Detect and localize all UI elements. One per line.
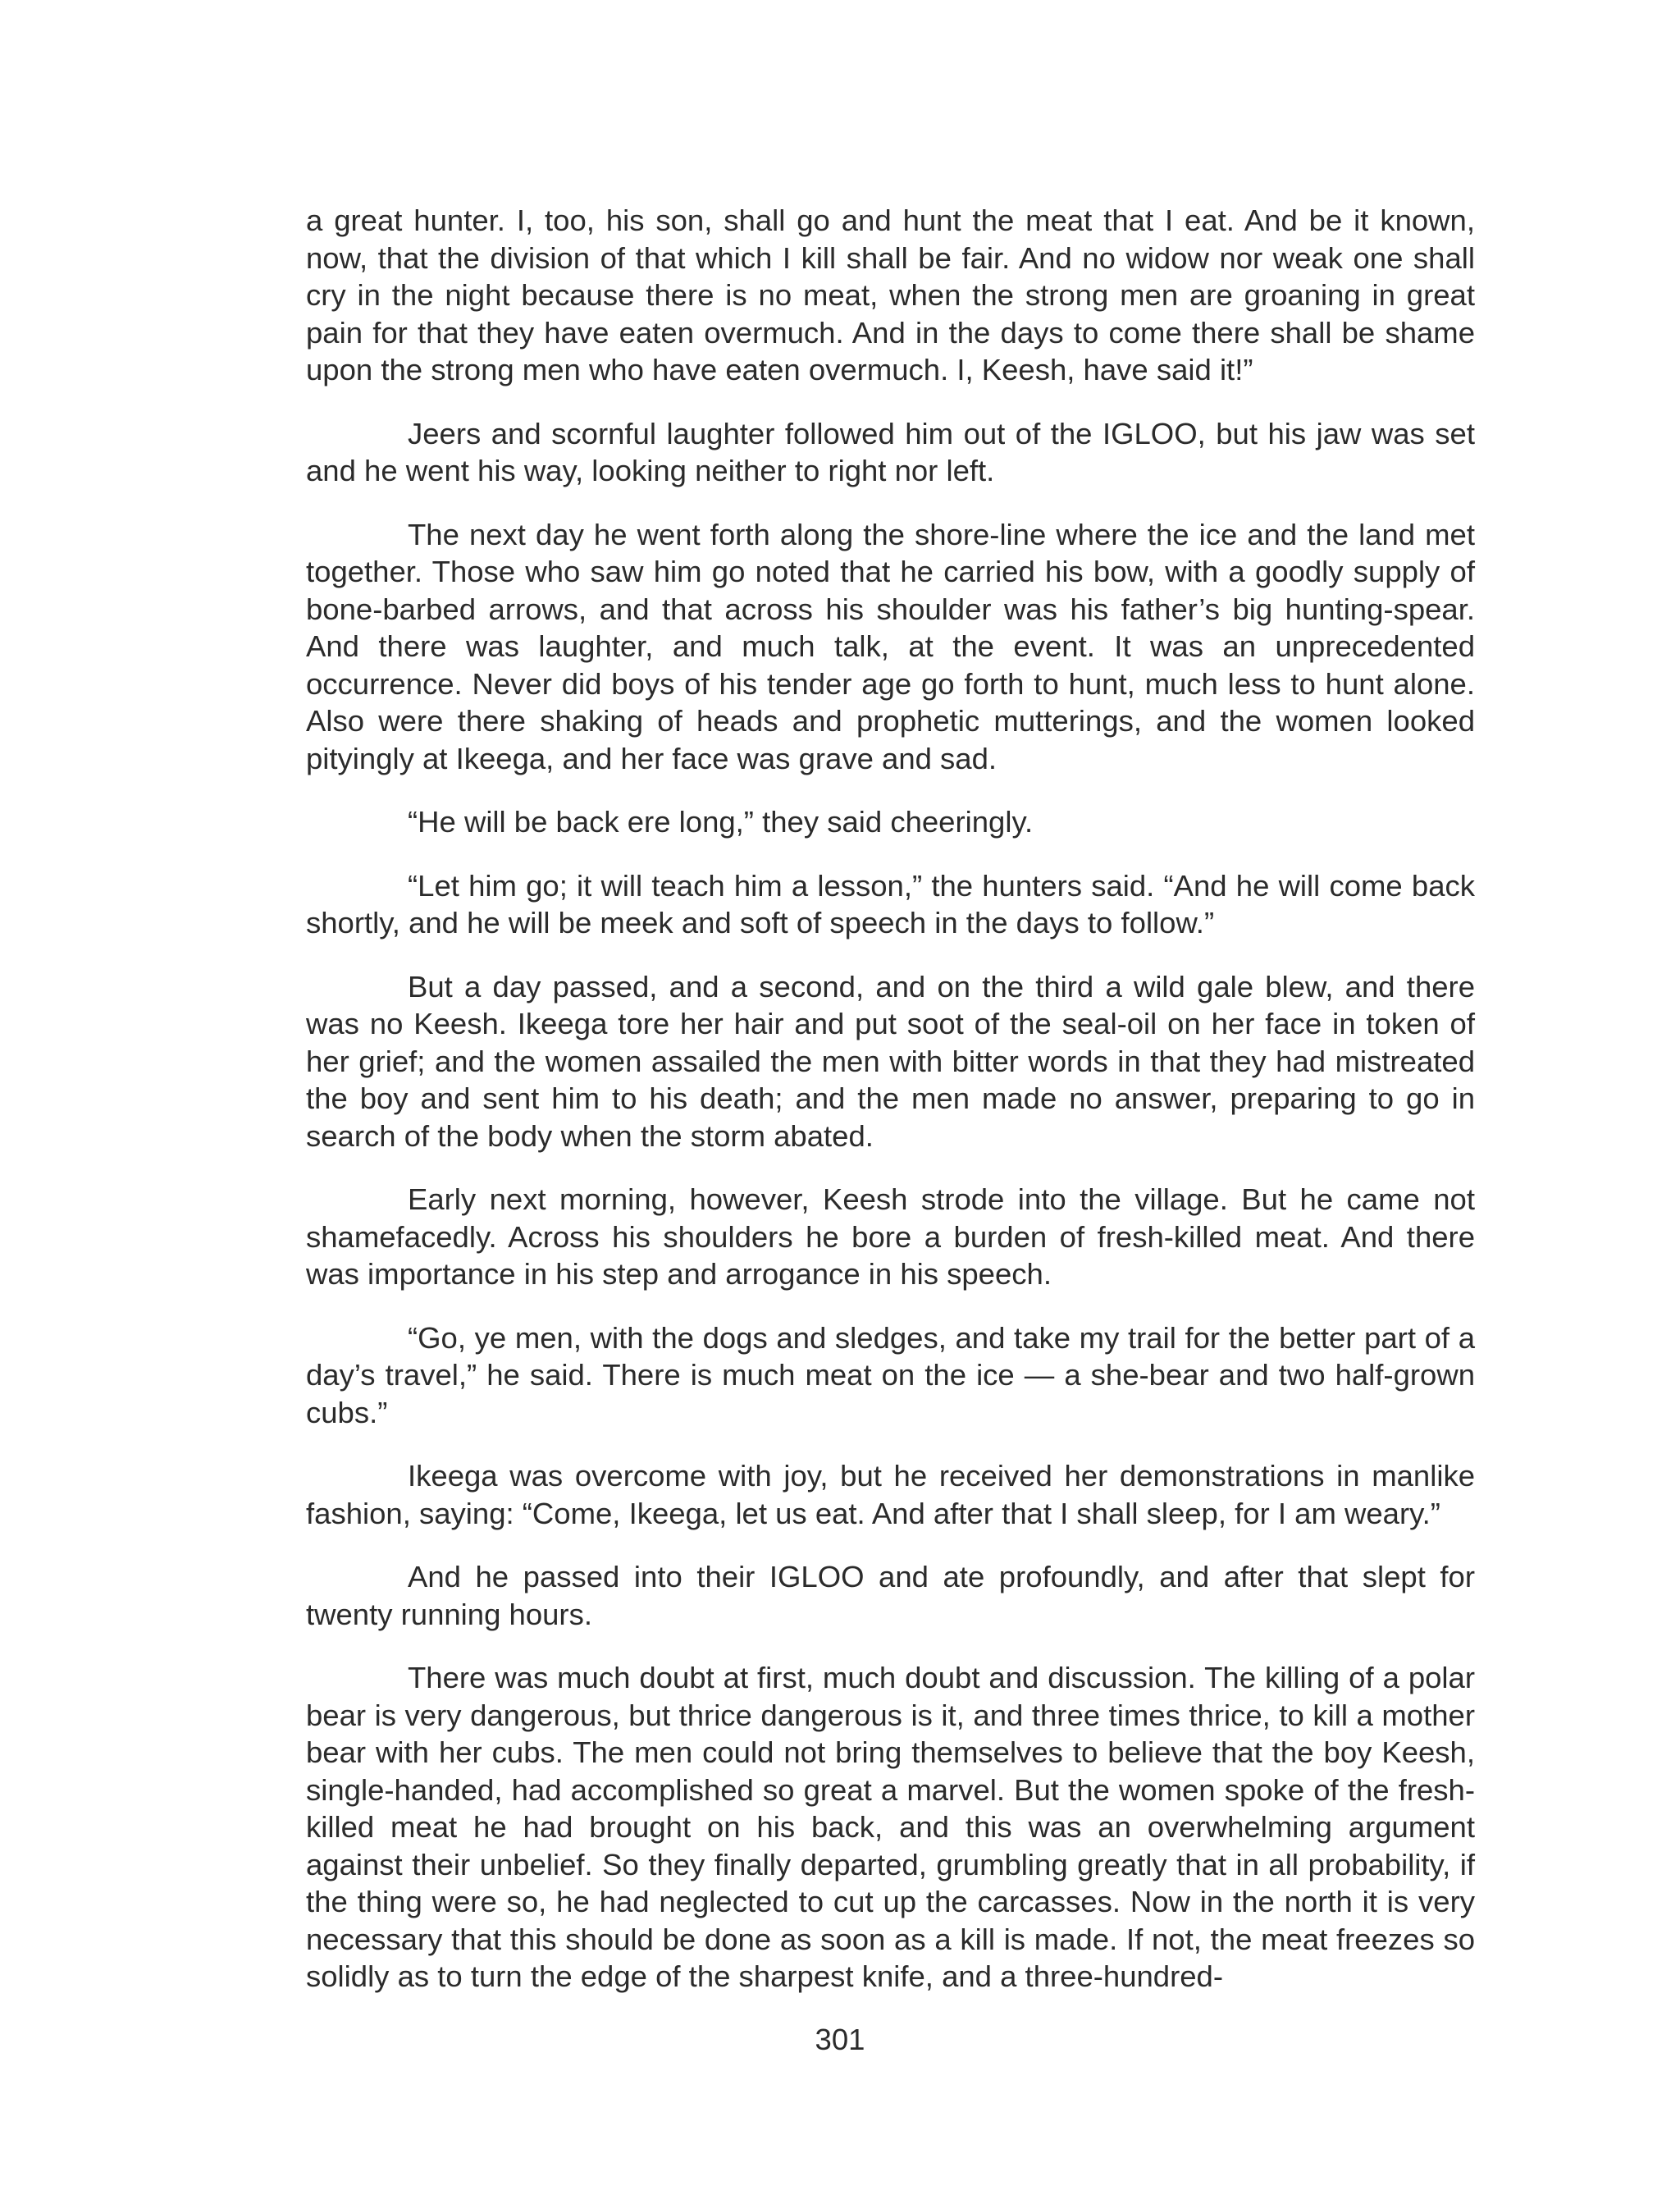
paragraph: And he passed into their IGLOO and ate profoundly, and after that slept for twenty running hours. [306,1560,1475,1631]
paragraph-continuation: a great hunter. I, too, his son, shall go and hunt the meat that I eat. And be it known, now, that the division of that which I kill shall be fair. And no widow nor weak one shall cry in the night because there is no meat, when the strong men are groaning in great pain for that they have eaten overmuch. And in the days to come there shall be shame upon the strong men who have eaten overmuch. I, Keesh, have said it!” [306,203,1475,386]
paragraph: “Let him go; it will teach him a lesson,” the hunters said. “And he will come back shortly, and he will be meek and soft of speech in the days to follow.” [306,868,1475,940]
paragraph: The next day he went forth along the shore-line where the ice and the land met together. Those who saw him go noted that he carried his bow, with a goodly supply of bone-barbed arrows, and that across his shoulder was his father’s big hunting-spear. And there was laughter, and much talk, at the event. It was an unprecedented occurrence. Never did boys of his tender age go forth to hunt, much less to hunt alone. Also were there shaking of heads and prophetic mutterings, and the women looked pityingly at Ikeega, and her face was grave and sad. [306,517,1475,775]
paragraph: But a day passed, and a second, and on the third a wild gale blew, and there was no Keesh. Ikeega tore her hair and put soot of the seal-oil on her face in token of her grief; and the women assailed the men with bitter words in that they had mistreated the boy and sent him to his death; and the men made no answer, preparing to go in search of the body when the storm abated. [306,969,1475,1153]
paragraph: There was much doubt at first, much doubt and discussion. The killing of a polar bear is very dangerous, but thrice dangerous is it, and three times thrice, to kill a mother bear with her cubs. The men could not bring themselves to believe that the boy Keesh, single-handed, had accomplished so great a marvel. But the women spoke of the fresh-killed meat he had brought on his back, and this was an overwhelming argument against their unbelief. So they finally departed, grumbling greatly that in all probability, if the thing were so, he had neglected to cut up the carcasses. Now in the north it is very necessary that this should be done as soon as a kill is made. If not, the meat freezes so solidly as to turn the edge of the sharpest knife, and a three-hundred- [306,1661,1475,1993]
paragraph: “He will be back ere long,” they said cheeringly. [408,805,1034,839]
paragraph: Early next morning, however, Keesh strode into the village. But he came not shamefacedly. Across his shoulders he bore a burden of fresh-killed meat. And there was importance in his step and arrogance in his speech. [306,1182,1475,1291]
paragraph: Jeers and scornful laughter followed him out of the IGLOO, but his jaw was set and he went his way, looking neither to right nor left. [306,416,1475,487]
page-number: 301 [815,2023,865,2056]
page-body-text [306,202,1475,2022]
paragraph: “Go, ye men, with the dogs and sledges, and take my trail for the better part of a day’s travel,” he said. There is much meat on the ice — a she-bear and two half-grown cubs.” [306,1320,1475,1429]
paragraph: Ikeega was overcome with joy, but he received her demonstrations in manlike fashion, saying: “Come, Ikeega, let us eat. And after that I shall sleep, for I am weary.” [306,1459,1475,1530]
